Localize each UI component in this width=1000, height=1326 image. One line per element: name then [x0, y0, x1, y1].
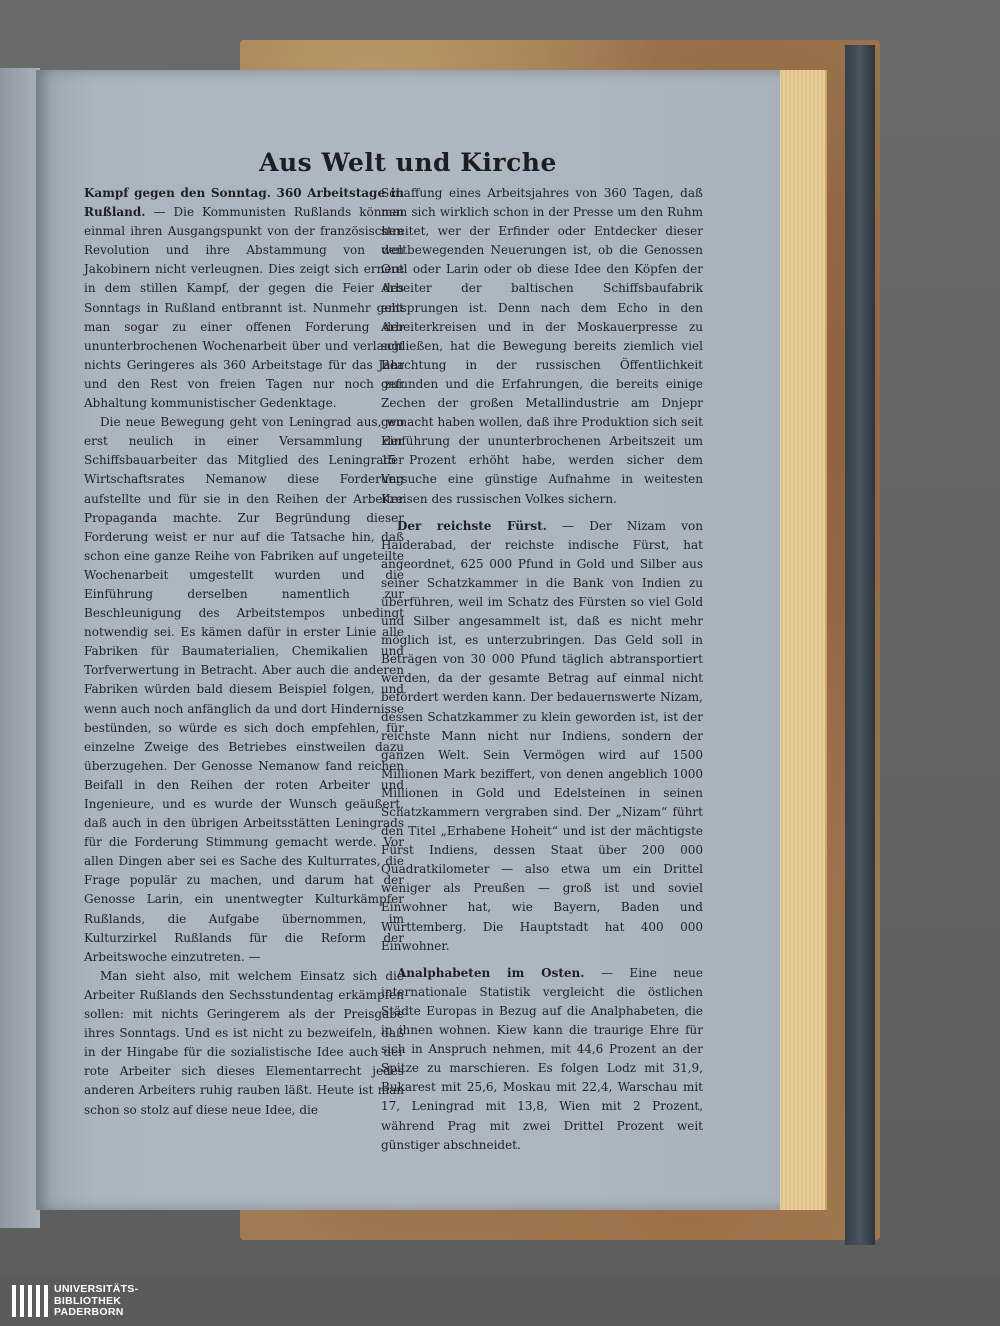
- paragraph-text: — Eine neue internationale Statistik vergleicht die östlichen Städte Europas in Bezug auf die Analphabeten, die in ihnen wohnen. Kiew kann die traurige Ehre für sich in Anspruch nehmen, mit 44,6 Prozent an der Spitze zu marschieren. Es folgen Lodz mit 31,9, Bukarest mit 25,6, Moskau mit 22,4, Warschau mit 17, Leningrad mit 13,8, Wien mit 2 Prozent, während Prag mit zwei Drittel Prozent weit günstiger abschneidet.: [381, 965, 704, 1152]
- article-paragraph: [84, 413, 404, 967]
- logo-line: PADERBORN: [54, 1306, 124, 1318]
- book-cover-edge: [845, 45, 875, 1245]
- page-edges: [775, 70, 827, 1210]
- paragraph-text: Man sieht also, mit welchem Einsatz sich die Arbeiter Rußlands den Sechsstundentag erkämpfen sollen: mit nichts Geringerem als der Preisgabe ihres Sonntags. Und es ist nicht zu bezweifeln, daß in der Hingabe für die sozialistische Idee auch der rote Arbeiter sich dieses Elementarrecht jedes anderen Arbeiters ruhig rauben läßt. Heute ist man schon so stolz auf diese neue Idee, die: [84, 968, 404, 1117]
- article-rubric: Der reichste Fürst.: [397, 518, 547, 533]
- page-heading: Aus Welt und Kirche: [259, 148, 557, 177]
- paragraph-text: — Der Nizam von Haiderabad, der reichste indische Fürst, hat angeordnet, 625 000 Pfund in Gold und Silber aus seiner Schatzkammer in die Bank von Indien zu überführen, weil im Schatz des Fürsten so viel Gold und Silber angesammelt ist, daß es nicht mehr möglich ist, es unterzubringen. Das Geld soll in Beträgen von 30 000 Pfund täglich abtransportiert werden, da der gesamte Betrag auf einmal nicht befördert werden kann. Der bedauernswerte Nizam, dessen Schatzkammer zu klein geworden ist, ist der reichste Mann nicht nur Indiens, sondern der ganzen Welt. Sein Vermögen wird auf 1500 Millionen Mark beziffert, von denen angeblich 1000 Millionen in Gold und Edelsteinen in seinen Schatzkammern vergraben sind. Der „Nizam“ führt den Titel „Erhabene Hoheit“ und ist der mächtigste Fürst Indiens, dessen Staat über 200 000 Quadratkilometer — also etwa um ein Drittel weniger als Preußen — groß ist und soviel Einwohner hat, wie Bayern, Baden und Württemberg. Die Hauptstadt hat 400 000 Einwohner.: [381, 518, 703, 953]
- book-page: [36, 70, 780, 1210]
- article-paragraph: [84, 967, 404, 1120]
- facing-page-edge: [0, 68, 40, 1228]
- article-paragraph: [381, 184, 703, 509]
- library-logo-text: [54, 1284, 138, 1319]
- right-column: [381, 184, 703, 1155]
- paragraph-text: Die neue Bewegung geht von Leningrad aus, wo erst neulich in einer Versammlung der Schiffsbauarbeiter das Mitglied des Leningrader Wirtschaftsrates Nemanow diese Forderung aufstellte und für sie in den Reihen der Arbeiter Propaganda machte. Zur Begründung dieser Forderung weist er nur auf die Tatsache hin, daß schon eine ganze Reihe von Fabriken auf ungeteilte Wochenarbeit umgestellt wurden und die Einführung derselben namentlich zur Beschleunigung des Arbeitstempos unbedingt notwendig sei. Es kämen dafür in erster Linie alle Fabriken für Baumaterialien, Chemikalien und Torfverwertung in Betracht. Aber auch die anderen Fabriken würden bald diesem Beispiel folgen, und wenn auch noch anfänglich da und dort Hindernisse bestünden, so würde es sich doch empfehlen, für einzelne Zweige des Betriebes einstweilen dazu überzugehen. Der Genosse Nemanow fand reichen Beifall in den Reihen der roten Arbeiter und Ingenieure, und es wurde der Wunsch geäußert, daß auch in den übrigen Arbeitsstätten Leningrads für die Forderung Stimmung gemacht werde. Vor allen Dingen aber sei es Sache des Kulturrates, die Frage populär zu machen, und darum hat der Genosse Larin, ein unentwegter Kulturkämpfer Rußlands, die Aufgabe übernommen, im Kulturzirkel Rußlands für die Reform der Arbeitswoche einzutreten. —: [84, 415, 404, 964]
- paragraph-text: Schaffung eines Arbeitsjahres von 360 Tagen, daß man sich wirklich schon in der Presse um den Ruhm streitet, wer der Erfinder oder Entdecker dieser weltbewegenden Neuerungen ist, ob die Genossen Orel oder Larin oder ob diese Idee den Köpfen der Arbeiter der baltischen Schiffsbaufabrik entsprungen ist. Denn nach dem Echo in den Arbeiterkreisen und in der Moskauerpresse zu schließen, hat die Bewegung bereits ziemlich viel Beachtung in der russischen Öffentlichkeit gefunden und die Erfahrungen, die bereits einige Zechen der großen Metallindustrie am Dnjepr gemacht haben wollen, daß ihre Produktion sich seit Einführung der ununterbrochenen Arbeitszeit um 15 Prozent erhöht habe, werden sicher dem Versuche eine günstige Aufnahme in weitesten Kreisen des russischen Volkes sichern.: [381, 186, 703, 506]
- library-footer: [0, 1276, 1000, 1326]
- library-logo-icon: [12, 1285, 48, 1317]
- logo-line: UNIVERSITÄTS-: [54, 1283, 139, 1295]
- article-rubric: Analphabeten im Osten.: [397, 965, 585, 980]
- paragraph-text: — Die Kommunisten Rußlands können einmal ihren Ausgangspunkt von der französischen Revolution und ihre Abstammung von den Jakobinern nicht verleugnen. Dies zeigt sich erneut in dem stillen Kampf, der gegen die Feier des Sonntags in Rußland entbrannt ist. Nunmehr geht man sogar zu einer offenen Forderung der ununterbrochenen Wochenarbeit über und verlangt nichts Geringeres als 360 Arbeitstage für das Jahr und den Rest von freien Tagen nur noch zur Abhaltung kommunistischer Gedenktage.: [84, 205, 404, 411]
- article-paragraph: [381, 517, 703, 956]
- logo-line: BIBLIOTHEK: [54, 1294, 122, 1307]
- article-paragraph: [381, 964, 703, 1155]
- article-rubric: Kampf gegen den Sonntag. 360 Arbeitstage in Rußland.: [84, 186, 404, 220]
- left-column: [84, 184, 404, 1120]
- article-paragraph: [84, 184, 404, 413]
